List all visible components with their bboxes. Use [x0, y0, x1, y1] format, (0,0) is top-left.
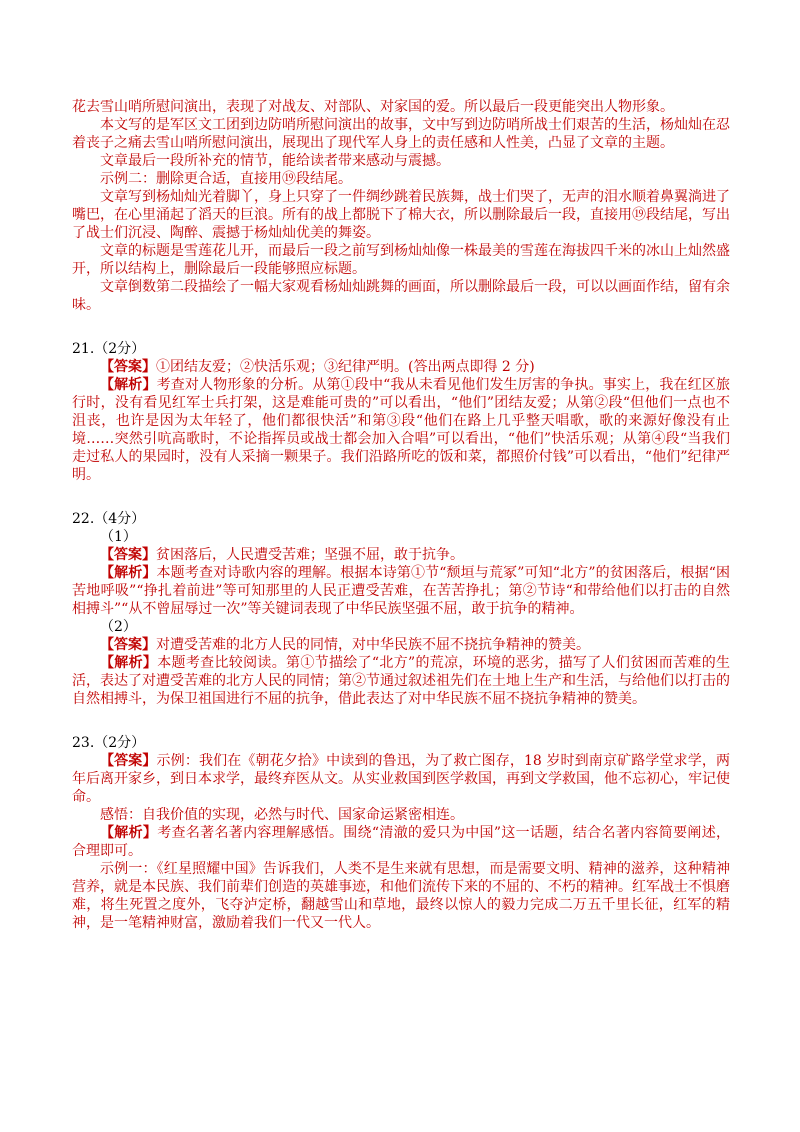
- analysis-tag: 【解析】: [100, 655, 158, 671]
- intro-paragraph-3: 文章最后一段所补充的情节，能给读者带来感动与震撼。: [100, 153, 450, 169]
- answer-tag: 【答案】: [100, 547, 156, 563]
- question-21-analysis: [72, 376, 730, 484]
- section-gap: [72, 314, 730, 340]
- question-22-sub2: （2）: [100, 619, 137, 635]
- answer-text: 对遭受苦难的北方人民的同情，对中华民族不屈不挠抗争精神的赞美。: [156, 637, 590, 653]
- intro-paragraph-6: 文章的标题是雪莲花儿开，而最后一段之前写到杨灿灿像一株最美的雪莲在海拔四千米的冰山上灿然盛开，所以结构上，删除最后一段能够照应标题。: [72, 243, 730, 277]
- answer-text: 示例：我们在《朝花夕拾》中读到的鲁迅，为了救亡图存，18 岁时到南京矿路学堂求学，两年后离开家乡，到日本求学，最终弃医从文。从实业救国到医学救国，再到文学救国，他不忘初心，牢记使命。: [72, 753, 731, 805]
- question-22-heading: 22.（4分）: [72, 511, 146, 527]
- question-22-sub1: （1）: [100, 529, 137, 545]
- analysis-text: 本题考查比较阅读。第①节描绘了“北方”的荒凉，环境的恶劣，描写了人们贫困而苦难的生活，表达了对遭受苦难的北方人民的同情；第②节通过叙述祖先们在土地上生产和生活，与给他们以打击的自然相搏斗，为保卫祖国进行不屈的抗争，借此表达了对中华民族不屈不挠抗争精神的赞美。: [72, 655, 731, 707]
- question-23-heading: 23.（2分）: [72, 735, 146, 751]
- analysis-text: 考查对人物形象的分析。从第①段中“我从未看见他们发生厉害的争执。事实上，我在红区旅行时，没有看见红军士兵打架，这是难能可贵的”可以看出，“他们”团结友爱；从第②段“但他们一点也不沮丧，也许是因为太年轻了，他们都很快活”和第③段“他们在路上几乎整天唱歌，歌的来源好像没有止境……突然引吭高歌时，不论指挥员或战士都会加入合唱”可以看出，“他们”快活乐观；从第④段“当我们走过私人的果园时，没有人采摘一颗果子。我们沿路所吃的饭和菜，都照价付钱”可以看出，“他们”纪律严明。: [72, 377, 731, 483]
- intro-paragraph-1: 花去雪山哨所慰问演出，表现了对战友、对部队、对家国的爱。所以最后一段更能突出人物形象。: [72, 99, 674, 115]
- question-21-answer: [72, 358, 730, 376]
- question-22-analysis-2: [72, 654, 730, 708]
- document-page: [72, 98, 730, 932]
- section-gap: [72, 708, 730, 734]
- intro-paragraph-4: 示例二：删除更合适，直接用⑲段结尾。: [100, 171, 352, 187]
- intro-paragraph-2: 本文写的是军区文工团到边防哨所慰问演出的故事，文中写到边防哨所战士们艰苦的生活，杨灿灿在忍着丧子之痛去雪山哨所慰问演出，展现出了现代军人身上的责任感和人性美，凸显了文章的主题。: [72, 117, 730, 151]
- intro-paragraph-5: 文章写到杨灿灿光着脚丫，身上只穿了一件绸纱跳着民族舞，战士们哭了，无声的泪水顺着鼻翼淌进了嘴巴，在心里涌起了滔天的巨浪。所有的战上都脱下了棉大衣，所以删除最后一段，直接用⑲段结尾，写出了战士们沉浸、陶醉、震撼于杨灿灿优美的舞姿。: [72, 189, 730, 241]
- question-23-example-1: 示例一：《红星照耀中国》告诉我们，人类不是生来就有思想，而是需要文明、精神的滋养，这种精神营养，就是本民族、我们前辈们创造的英雄事迹，和他们流传下来的不屈的、不朽的精神。红军战士不惧磨难，将生死置之度外，飞夺泸定桥，翻越雪山和草地，最终以惊人的毅力完成二万五千里长征，红军的精神，是一笔精神财富，激励着我们一代又一代人。: [72, 861, 730, 931]
- question-22-analysis-1: [72, 564, 730, 618]
- answer-text: ①团结友爱；②快活乐观；③纪律严明。(答出两点即得 2 分): [156, 359, 535, 375]
- question-23-feeling: 感悟：自我价值的实现，必然与时代、国家命运紧密相连。: [100, 807, 464, 823]
- question-22-answer-2: [72, 636, 730, 654]
- answer-tag: 【答案】: [100, 359, 156, 375]
- question-23-answer: [72, 752, 730, 806]
- answer-tag: 【答案】: [100, 637, 156, 653]
- intro-paragraph-7: 文章倒数第二段描绘了一幅大家观看杨灿灿跳舞的画面，所以删除最后一段，可以以画面作结，留有余味。: [72, 279, 730, 313]
- analysis-tag: 【解析】: [100, 825, 158, 841]
- question-21-heading: 21.（2分）: [72, 341, 146, 357]
- analysis-text: 本题考查对诗歌内容的理解。根据本诗第①节“颓垣与荒冢”可知“北方”的贫困落后，根据“困苦地呼吸”“挣扎着前进”等可知那里的人民正遭受苦难，在苦苦挣扎；第②节诗“和带给他们以打击的自然相搏斗”“从不曾屈辱过一次”等关键词表现了中华民族坚强不屈，敢于抗争的精神。: [72, 565, 730, 617]
- analysis-tag: 【解析】: [100, 565, 157, 581]
- analysis-text: 考查名著名著内容理解感悟。围绕“清澈的爱只为中国”这一话题，结合名著内容简要阐述，合理即可。: [72, 825, 731, 859]
- question-22-answer-1: [72, 546, 730, 564]
- answer-tag: 【答案】: [100, 753, 157, 769]
- section-gap: [72, 484, 730, 510]
- analysis-tag: 【解析】: [100, 377, 157, 393]
- question-23-analysis: [72, 824, 730, 860]
- answer-text: 贫困落后，人民遭受苦难；坚强不屈，敢于抗争。: [156, 547, 464, 563]
